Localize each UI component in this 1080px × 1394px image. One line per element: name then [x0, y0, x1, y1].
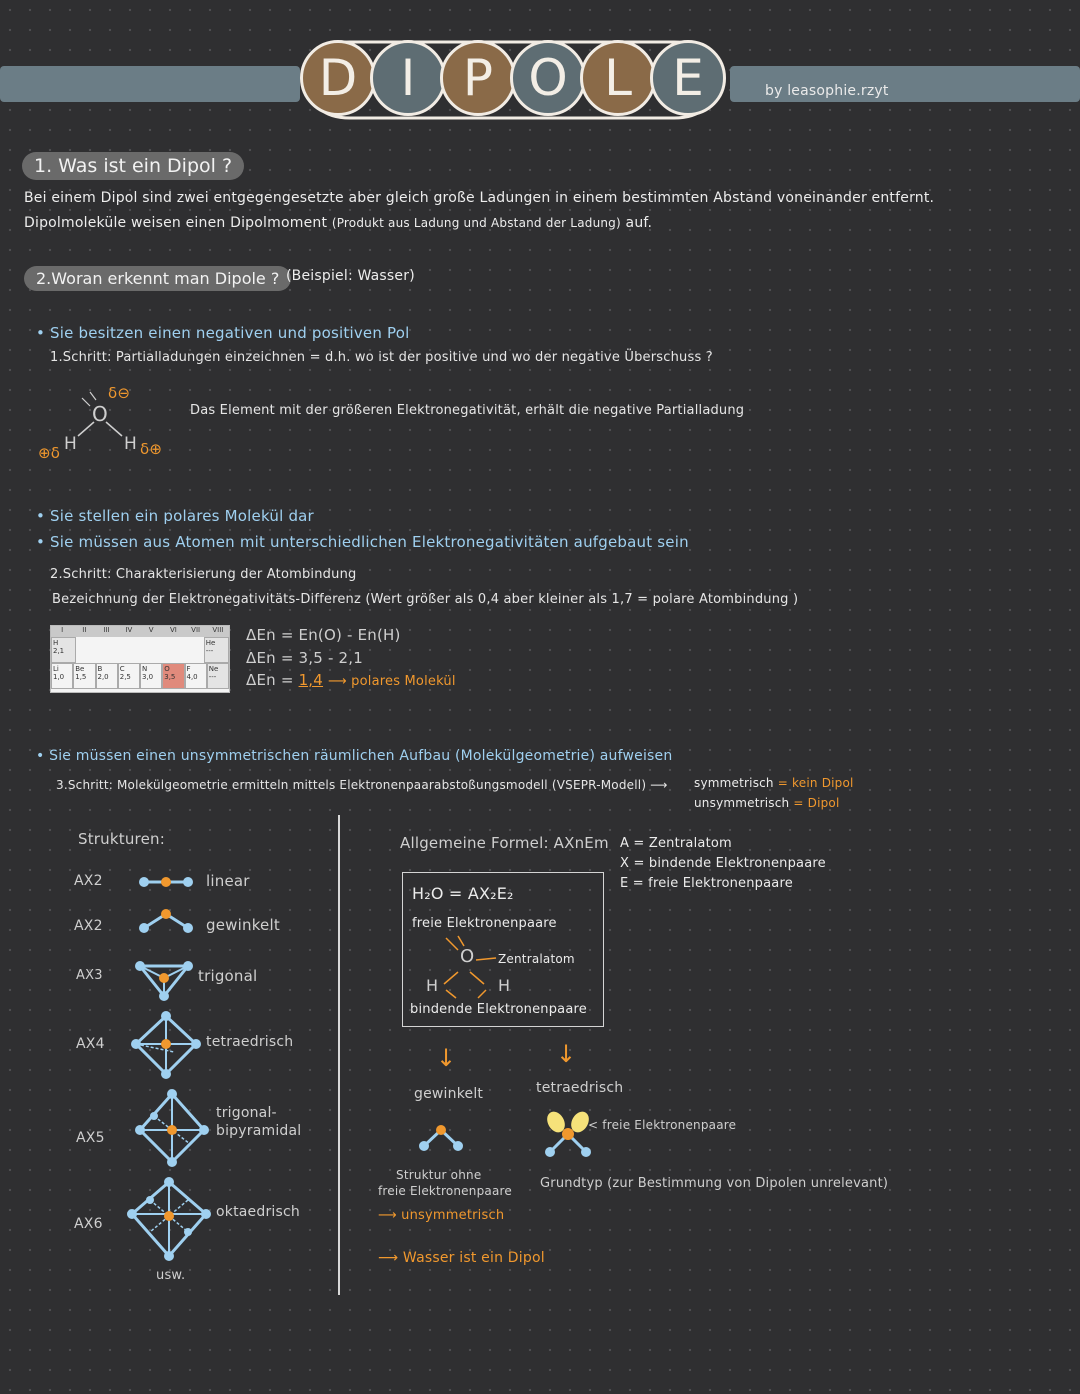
formula-legend-a: A = Zentralatom [620, 836, 732, 851]
structure-formula-2: AX2 [74, 918, 103, 934]
step3-text: 3.Schritt: Molekülgeometrie ermitteln mittels Elektronenpaarabstoßungsmodell (VSEPR-Modell) ⟶ [56, 778, 668, 792]
pse-en: 1,5 [75, 673, 87, 681]
conclusion-water-dipole: ⟶ Wasser ist ein Dipol [378, 1250, 545, 1266]
pse-symbol: C [119, 665, 125, 673]
pse-en: 2,0 [97, 673, 109, 681]
structure-name-6: oktaedrisch [216, 1204, 300, 1220]
trigonal-bipyramidal-molecule-icon [132, 1088, 212, 1168]
section1-line2-c: auf. [625, 215, 653, 231]
pse-symbol: O [164, 665, 170, 673]
right-note-grundtyp: Grundtyp (zur Bestimmung von Dipolen unrelevant) [540, 1176, 889, 1191]
pse-en: 3,0 [142, 673, 154, 681]
title-letter-l: L [580, 40, 656, 116]
formula-legend-e: E = freie Elektronenpaare [620, 876, 793, 891]
pse-symbol: N [142, 665, 148, 673]
bullet-electroneg: • Sie müssen aus Atomen mit unterschiedlichen Elektronegativitäten aufgebaut sein [36, 533, 689, 551]
structure-name-2: gewinkelt [206, 916, 280, 934]
pse-gap [76, 637, 204, 663]
pse-cell-he [204, 637, 229, 663]
step1-note: Das Element mit der größeren Elektronegativität, erhält die negative Partialladung [190, 403, 745, 418]
structure-formula-6: AX6 [74, 1216, 103, 1232]
result-gewinkelt: gewinkelt [414, 1086, 484, 1102]
symmetric-b: = kein Dipol [777, 776, 854, 790]
column-divider [338, 815, 340, 1295]
pse-en: 4,0 [186, 673, 198, 681]
pse-symbol: He [205, 639, 216, 647]
pse-en: 3,5 [164, 673, 176, 681]
pse-cell [118, 663, 140, 689]
bullet-polar-text: Sie stellen ein polares Molekül dar [50, 507, 314, 525]
pse-header-cell: VII [191, 626, 201, 634]
pse-en: 2,5 [119, 673, 131, 681]
structure-formula-3: AX3 [76, 968, 103, 983]
bullet-asymmetric-text: Sie müssen einen unsymmetrischen räumlichen Aufbau (Molekülgeometrie) aufweisen [49, 748, 673, 764]
step2-text: 2.Schritt: Charakterisierung der Atombindung [50, 567, 357, 582]
section2-heading: 2.Woran erkennt man Dipole ? [24, 266, 291, 291]
pse-cell [51, 663, 73, 689]
box-free-pairs: freie Elektronenpaare [412, 916, 557, 931]
pse-symbol: Be [75, 665, 85, 673]
box-binding-pairs: bindende Elektronenpaare [410, 1002, 587, 1017]
structures-title: Strukturen: [78, 830, 165, 848]
title-letter-i: I [370, 40, 446, 116]
step1-text: 1.Schritt: Partialladungen einzeichnen = d.h. wo ist der positive und wo der negative Überschuss ? [50, 350, 713, 365]
water-o: O [92, 402, 108, 426]
title-letter-e: E [650, 40, 726, 116]
bullet-pole-text: Sie besitzen einen negativen und positiven Pol [50, 324, 410, 342]
pse-header-cell: VI [169, 626, 177, 634]
pse-header-cell: III [103, 626, 110, 634]
section2-example: (Beispiel: Wasser) [286, 268, 415, 284]
delta-en-result-b: 1,4 [298, 671, 324, 689]
delta-en-result-c: ⟶ polares Molekül [328, 674, 456, 689]
pse-header-cell: I [61, 626, 64, 634]
pse-en: 2,1 [53, 647, 65, 655]
step2-detail: Bezeichnung der Elektronegativitäts-Differenz (Wert größer als 0,4 aber kleiner als 1,7 = polare Atombindung ) [52, 592, 799, 607]
pse-en: --- [208, 673, 217, 681]
arrow-down-left-icon: ↓ [436, 1044, 457, 1072]
pse-en: --- [205, 647, 214, 655]
water-h2: H [124, 434, 137, 454]
octahedral-molecule-icon [124, 1176, 214, 1262]
pse-symbol: Ne [208, 665, 219, 673]
water-formula-title: H₂O = AX₂E₂ [412, 884, 514, 903]
title-letter-p: P [440, 40, 516, 116]
water-bonds [60, 388, 150, 444]
pse-cell [96, 663, 118, 689]
structures-etc: usw. [156, 1268, 186, 1283]
delta-en-values: ΔEn = 3,5 - 2,1 [246, 649, 364, 667]
pse-cell [140, 663, 162, 689]
pse-cell-h [51, 637, 76, 663]
water-delta-o: δ⊖ [108, 384, 131, 402]
symmetric-a: symmetrisch [694, 776, 774, 790]
pse-cell [73, 663, 95, 689]
structure-formula-5: AX5 [76, 1130, 105, 1146]
title-letter-d: D [300, 40, 376, 116]
tetrahedral-molecule-icon [130, 1010, 202, 1080]
delta-en-formula: ΔEn = En(O) - En(H) [246, 626, 401, 644]
header-banner-left [0, 66, 300, 102]
pse-row2 [51, 663, 229, 689]
section1-line2-a: Dipolmoleküle weisen einen Dipolmoment [24, 215, 328, 231]
unsymmetric-label [694, 796, 840, 810]
bullet-asymmetric: • Sie müssen einen unsymmetrischen räumlichen Aufbau (Molekülgeometrie) aufweisen [36, 748, 673, 764]
water-delta-h1: ⊕δ [38, 444, 61, 462]
bullet-polar: • Sie stellen ein polares Molekül dar [36, 507, 314, 525]
arrow-down-right-icon: ↓ [556, 1040, 577, 1068]
pse-symbol: Li [53, 665, 59, 673]
box-o: O [460, 946, 475, 967]
bent-result-icon [416, 1120, 466, 1156]
structure-formula-1: AX2 [74, 873, 103, 889]
water-delta-h2: δ⊕ [140, 440, 163, 458]
structure-name-4: tetraedrisch [206, 1034, 294, 1050]
pse-symbol: H [53, 639, 59, 647]
trigonal-molecule-icon [134, 958, 194, 1002]
pse-header-cell: VIII [212, 626, 224, 634]
pse-row1 [51, 637, 229, 663]
structure-formula-4: AX4 [76, 1036, 105, 1052]
box-zentralatom: Zentralatom [498, 952, 575, 966]
title-letter-o: O [510, 40, 586, 116]
pse-header [51, 626, 229, 637]
box-h2: H [498, 976, 511, 995]
left-note-1: Struktur ohne [396, 1168, 482, 1182]
pse-header-cell: V [148, 626, 154, 634]
section1-heading: 1. Was ist ein Dipol ? [22, 152, 244, 180]
symmetric-label [694, 776, 854, 790]
left-note-2: freie Elektronenpaare [378, 1184, 512, 1198]
author-credit: by leasophie.rzyt [765, 83, 889, 99]
right-free-pairs-text: freie Elektronenpaare [602, 1118, 737, 1132]
section1-line2 [24, 215, 652, 231]
pse-cell [207, 663, 229, 689]
result-tetraedrisch: tetraedrisch [536, 1080, 624, 1096]
pse-en: 1,0 [53, 673, 65, 681]
tetrahedral-result-icon [540, 1108, 600, 1164]
bullet-pole: • Sie besitzen einen negativen und positiven Pol [36, 324, 410, 342]
structure-name-3: trigonal [198, 967, 258, 985]
pse-header-cell: II [82, 626, 87, 634]
bent-molecule-icon [138, 906, 194, 936]
structure-name-1: linear [206, 872, 250, 890]
delta-en-result [246, 671, 456, 689]
linear-molecule-icon [138, 872, 194, 892]
pse-header-cell: IV [125, 626, 133, 634]
right-free-pairs: < freie Elektronenpaare [588, 1118, 737, 1132]
pse-cell [185, 663, 207, 689]
left-result-unsymmetric: ⟶ unsymmetrisch [378, 1208, 505, 1223]
delta-en-result-a: ΔEn = [246, 671, 294, 689]
box-h1: H [426, 976, 439, 995]
general-formula-title: Allgemeine Formel: AXnEm [400, 834, 609, 852]
unsymmetric-a: unsymmetrisch [694, 796, 790, 810]
periodic-table-excerpt [50, 625, 230, 693]
pse-symbol: F [186, 665, 191, 673]
pse-symbol: B [97, 665, 103, 673]
section1-line1: Bei einem Dipol sind zwei entgegengesetzte aber gleich große Ladungen in einem bestimmten Abstand voneinander entfernt. [24, 190, 935, 206]
structure-name-5: trigonal-bipyramidal [216, 1105, 302, 1139]
bullet-electroneg-text: Sie müssen aus Atomen mit unterschiedlichen Elektronegativitäten aufgebaut sein [50, 533, 689, 551]
unsymmetric-b: = Dipol [793, 796, 840, 810]
section1-line2-b: (Produkt aus Ladung und Abstand der Ladung) [331, 216, 621, 230]
formula-legend-x: X = bindende Elektronenpaare [620, 856, 826, 871]
water-h1: H [64, 434, 77, 454]
box-water-bonds [436, 932, 516, 1002]
pse-cell-o [162, 663, 184, 689]
